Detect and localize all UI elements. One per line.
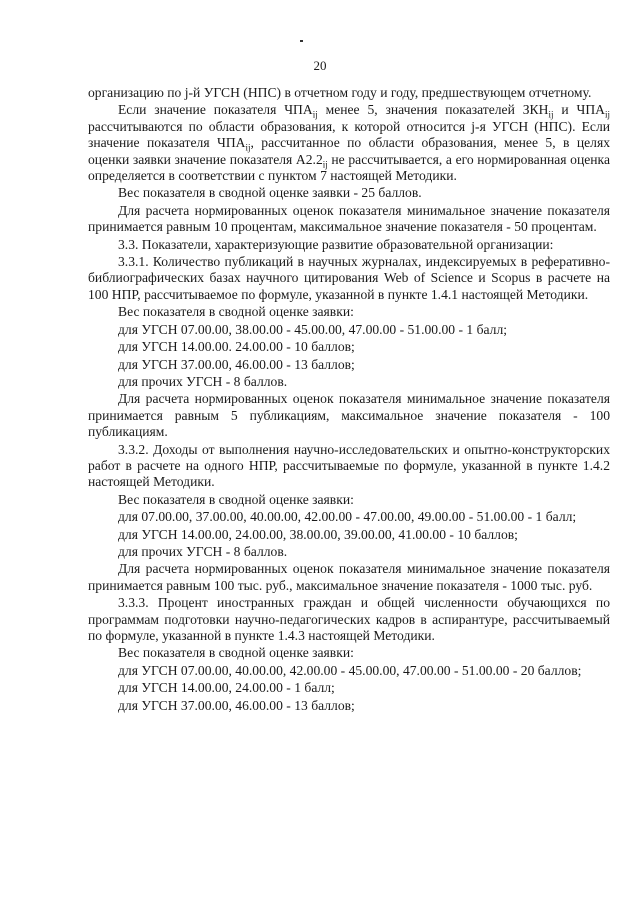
paragraph-3-3-3: 3.3.3. Процент иностранных граждан и общей численности обучающихся по программам подготовки научно-педагогических кадров в аспирантуре, рассчитываемый по формуле, указанной в пункте 1.4.3 настоящей Методики. — [88, 595, 610, 643]
paragraph-3-3-2: 3.3.2. Доходы от выполнения научно-исследовательских и опытно-конструкторских работ в расчете на одного НПР, рассчитываемые по формуле, указанной в пункте 1.4.2 настоящей Методики. — [88, 441, 610, 490]
paragraph-weight-label: Вес показателя в сводной оценке заявки: — [118, 304, 354, 320]
list-item: для УГСН 14.00.00. 24.00.00 - 10 баллов; — [118, 339, 355, 355]
list-item: для УГСН 37.00.00, 46.00.00 - 13 баллов; — [118, 356, 355, 372]
paragraph-normalization: Для расчета нормированных оценок показателя минимальное значение показателя принимается равным 5 публикациям, максимальное значение показателя - 100 публикациям. — [88, 391, 610, 440]
list-item: для УГСН 07.00.00, 40.00.00, 42.00.00 - 45.00.00, 47.00.00 - 51.00.00 - 20 баллов; — [118, 662, 582, 678]
list-item: для прочих УГСН - 8 баллов. — [118, 543, 288, 559]
list-item: для УГСН 14.00.00, 24.00.00 - 1 балл; — [118, 680, 335, 696]
paragraph-weight-label: Вес показателя в сводной оценке заявки: — [118, 491, 354, 507]
list-item: для УГСН 37.00.00, 46.00.00 - 13 баллов; — [118, 697, 355, 713]
document-body — [88, 85, 610, 714]
paragraph-normalization: Для расчета нормированных оценок показателя минимальное значение показателя принимается равным 10 процентам, максимальное значение показателя - 50 процентам. — [88, 202, 610, 235]
paragraph-weight: Вес показателя в сводной оценке заявки - 25 баллов. — [118, 185, 422, 201]
list-item: для УГСН 07.00.00, 38.00.00 - 45.00.00, 47.00.00 - 51.00.00 - 1 балл; — [118, 321, 508, 337]
list-item: для УГСН 14.00.00, 24.00.00, 38.00.00, 39.00.00, 41.00.00 - 10 баллов; — [118, 526, 518, 542]
paragraph-3-3-1: 3.3.1. Количество публикаций в научных журналах, индексируемых в реферативно-библиографических базах научного цитирования Web of Science и Scopus в расчете на 100 НПР, рассчитываемое по формуле, указанной в пункте 1.4.1 настоящей Методики. — [88, 254, 610, 302]
section-heading-3-3: 3.3. Показатели, характеризующие развитие образовательной организации: — [118, 236, 554, 252]
paragraph-chpa-note: Если значение показателя $ЧПА_{ij}$ менее 5, значения показателей $ЗКН_{ij}$ и $ЧПА_{ij}$ рассчитываются по области образования, к которой относится j-я УГСН (НПС). Если значение показателя $ЧПА_{ij}$, рассчитанное по области образования, менее 5, в целях оценки заявки значение показателя $А2.2_{ij}$ не рассчитывается, а его нормированная оценка определяется в соответствии с пунктом 7 настоящей Методики. — [88, 102, 611, 184]
list-item: для 07.00.00, 37.00.00, 40.00.00, 42.00.00 - 47.00.00, 49.00.00 - 51.00.00 - 1 балл; — [118, 509, 577, 525]
paragraph-continuation: организацию по j-й УГСН (НПС) в отчетном году и году, предшествующем отчетному. — [88, 85, 592, 100]
page-number: 20 — [313, 58, 327, 73]
paragraph-normalization: Для расчета нормированных оценок показателя минимальное значение показателя принимается равным 100 тыс. руб., максимальное значение показателя - 1000 тыс. руб. — [88, 561, 610, 593]
paragraph-weight-label: Вес показателя в сводной оценке заявки: — [118, 645, 354, 661]
scan-speck — [300, 40, 303, 42]
list-item: для прочих УГСН - 8 баллов. — [118, 373, 288, 389]
